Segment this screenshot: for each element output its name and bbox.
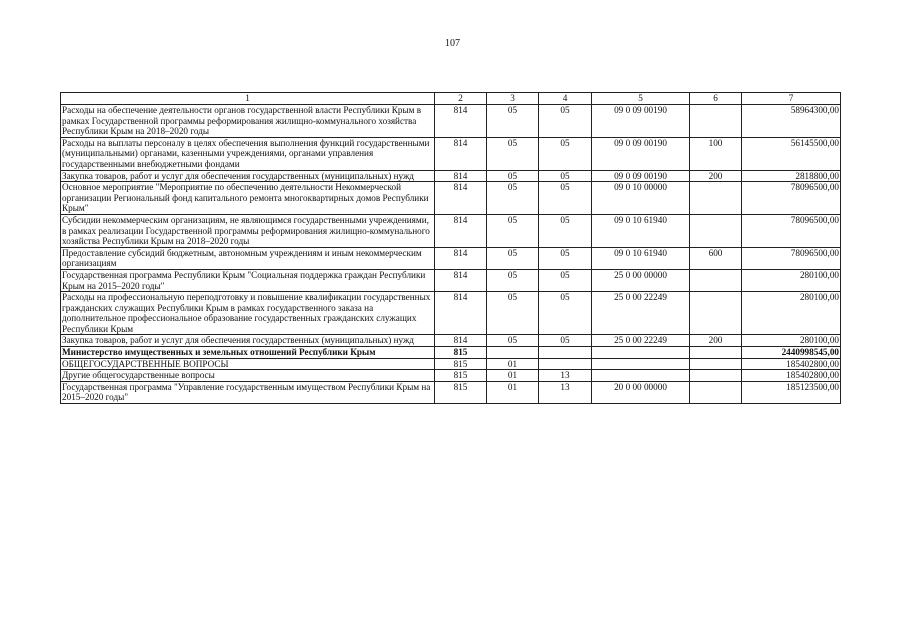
row-pr-code: 13 — [539, 370, 592, 382]
row-sum: 185402800,00 — [742, 370, 841, 382]
row-pr-code: 05 — [539, 269, 592, 291]
row-vr-code — [690, 347, 742, 359]
row-cs-code: 25 0 00 22249 — [592, 292, 690, 335]
row-rz-code: 05 — [487, 214, 539, 247]
row-pr-code: 05 — [539, 170, 592, 182]
row-rz-code: 05 — [487, 269, 539, 291]
budget-table — [60, 92, 841, 404]
row-name: Государственная программа Республики Крым "Социальная поддержка граждан Республики Крым на 2015–2020 годы" — [61, 269, 435, 291]
row-sum: 78096500,00 — [742, 182, 841, 215]
row-name: Расходы на обеспечение деятельности органов государственной власти Республики Крым в рамках Государственной программы реформирования жилищно-коммунального хозяйства Республики Крым на 2018–2020 годы — [61, 105, 435, 138]
row-pr-code: 05 — [539, 137, 592, 170]
row-cs-code: 09 0 09 00190 — [592, 170, 690, 182]
row-vr-code — [690, 269, 742, 291]
row-rz-code: 05 — [487, 335, 539, 347]
row-rz-code: 05 — [487, 292, 539, 335]
table-row — [61, 370, 841, 382]
row-gr-code: 814 — [435, 170, 487, 182]
row-sum: 78096500,00 — [742, 214, 841, 247]
row-name: Другие общегосударственные вопросы — [61, 370, 435, 382]
row-pr-code: 05 — [539, 292, 592, 335]
row-sum: 280100,00 — [742, 335, 841, 347]
row-pr-code: 05 — [539, 105, 592, 138]
row-cs-code — [592, 347, 690, 359]
table-row — [61, 105, 841, 138]
table-row — [61, 347, 841, 359]
row-pr-code: 05 — [539, 214, 592, 247]
row-rz-code: 05 — [487, 247, 539, 269]
row-name: Государственная программа "Управление государственным имуществом Республики Крым на 2015–2020 годы" — [61, 381, 435, 403]
row-pr-code: 13 — [539, 381, 592, 403]
row-gr-code: 815 — [435, 370, 487, 382]
row-sum: 2440998545,00 — [742, 347, 841, 359]
row-name: Субсидии некоммерческим организациям, не являющимся государственными учреждениями, в рамках реализации Государственной программы реформирования жилищно-коммунального хозяйства Республики Крым на 2018–2020 годы — [61, 214, 435, 247]
table-body — [61, 105, 841, 404]
row-cs-code — [592, 358, 690, 370]
table-row — [61, 247, 841, 269]
row-sum: 185123500,00 — [742, 381, 841, 403]
row-pr-code: 05 — [539, 247, 592, 269]
row-name: Министерство имущественных и земельных отношений Республики Крым — [61, 347, 435, 359]
row-vr-code: 600 — [690, 247, 742, 269]
table-row — [61, 292, 841, 335]
row-gr-code: 814 — [435, 292, 487, 335]
row-sum: 78096500,00 — [742, 247, 841, 269]
row-sum: 280100,00 — [742, 292, 841, 335]
header-col-7: 7 — [742, 93, 841, 105]
row-gr-code: 814 — [435, 269, 487, 291]
row-pr-code: 05 — [539, 335, 592, 347]
row-vr-code: 200 — [690, 335, 742, 347]
row-cs-code: 09 0 10 61940 — [592, 247, 690, 269]
row-sum: 185402800,00 — [742, 358, 841, 370]
table-row — [61, 381, 841, 403]
row-pr-code: 05 — [539, 182, 592, 215]
table-row — [61, 269, 841, 291]
row-sum: 2818800,00 — [742, 170, 841, 182]
row-name: Расходы на выплаты персоналу в целях обеспечения выполнения функций государственными (муниципальными) органами, казенными учреждениями, органами управления государственными внебюджетными фондами — [61, 137, 435, 170]
row-gr-code: 815 — [435, 347, 487, 359]
header-col-2: 2 — [435, 93, 487, 105]
header-col-1: 1 — [61, 93, 435, 105]
row-rz-code: 01 — [487, 370, 539, 382]
row-gr-code: 814 — [435, 182, 487, 215]
row-rz-code: 05 — [487, 105, 539, 138]
row-rz-code: 01 — [487, 358, 539, 370]
row-vr-code — [690, 182, 742, 215]
row-gr-code: 814 — [435, 335, 487, 347]
row-gr-code: 815 — [435, 381, 487, 403]
row-vr-code — [690, 381, 742, 403]
row-sum: 58964300,00 — [742, 105, 841, 138]
row-vr-code — [690, 214, 742, 247]
table-row — [61, 335, 841, 347]
row-name: Предоставление субсидий бюджетным, автономным учреждениям и иным некоммерческим организациям — [61, 247, 435, 269]
row-gr-code: 814 — [435, 137, 487, 170]
row-sum: 280100,00 — [742, 269, 841, 291]
row-gr-code: 815 — [435, 358, 487, 370]
row-sum: 56145500,00 — [742, 137, 841, 170]
row-name: Расходы на профессиональную переподготовку и повышение квалификации государственных гражданских служащих Республики Крым в рамках государственного заказа на дополнительное профессиональное образование государственных гражданских служащих Республики Крым — [61, 292, 435, 335]
row-vr-code: 200 — [690, 170, 742, 182]
page-number: 107 — [445, 38, 460, 49]
row-name: Закупка товаров, работ и услуг для обеспечения государственных (муниципальных) нужд — [61, 170, 435, 182]
header-col-4: 4 — [539, 93, 592, 105]
row-cs-code: 25 0 00 00000 — [592, 269, 690, 291]
row-cs-code: 09 0 09 00190 — [592, 137, 690, 170]
row-pr-code — [539, 358, 592, 370]
row-name: Закупка товаров, работ и услуг для обеспечения государственных (муниципальных) нужд — [61, 335, 435, 347]
row-vr-code — [690, 105, 742, 138]
row-cs-code: 25 0 00 22249 — [592, 335, 690, 347]
header-col-3: 3 — [487, 93, 539, 105]
header-col-5: 5 — [592, 93, 690, 105]
row-cs-code: 20 0 00 00000 — [592, 381, 690, 403]
row-gr-code: 814 — [435, 105, 487, 138]
row-cs-code: 09 0 10 61940 — [592, 214, 690, 247]
table-row — [61, 182, 841, 215]
row-rz-code: 01 — [487, 381, 539, 403]
table-row — [61, 214, 841, 247]
row-vr-code — [690, 358, 742, 370]
row-rz-code — [487, 347, 539, 359]
header-row — [61, 93, 841, 105]
header-col-6: 6 — [690, 93, 742, 105]
row-vr-code — [690, 292, 742, 335]
row-gr-code: 814 — [435, 247, 487, 269]
table-row — [61, 137, 841, 170]
row-cs-code: 09 0 09 00190 — [592, 105, 690, 138]
row-name: ОБЩЕГОСУДАРСТВЕННЫЕ ВОПРОСЫ — [61, 358, 435, 370]
row-cs-code: 09 0 10 00000 — [592, 182, 690, 215]
row-rz-code: 05 — [487, 170, 539, 182]
row-name: Основное мероприятие "Мероприятие по обеспечению деятельности Некоммерческой организации Региональный фонд капитального ремонта многоквартирных домов Республики Крым" — [61, 182, 435, 215]
row-gr-code: 814 — [435, 214, 487, 247]
table-row — [61, 358, 841, 370]
row-pr-code — [539, 347, 592, 359]
row-cs-code — [592, 370, 690, 382]
row-rz-code: 05 — [487, 182, 539, 215]
row-vr-code — [690, 370, 742, 382]
row-vr-code: 100 — [690, 137, 742, 170]
table-header — [61, 93, 841, 105]
table-row — [61, 170, 841, 182]
row-rz-code: 05 — [487, 137, 539, 170]
